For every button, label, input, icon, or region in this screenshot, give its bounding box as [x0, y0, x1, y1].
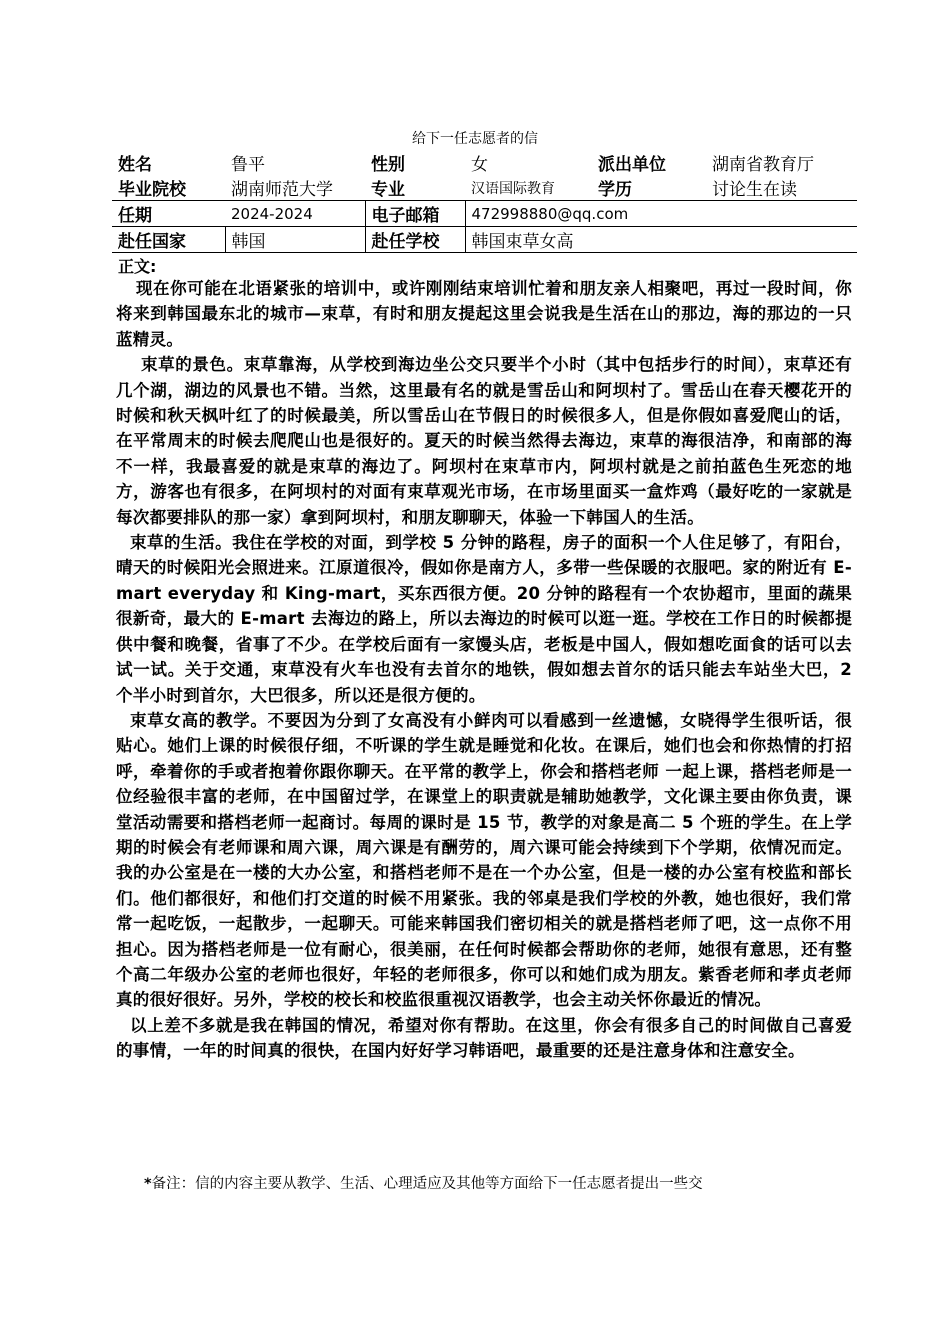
school-value: 湖南师范大学 — [231, 180, 333, 200]
host-school-label: 赴任学校 — [365, 227, 465, 253]
term-label: 任期 — [112, 201, 225, 227]
country-label: 赴任国家 — [112, 227, 225, 253]
dispatch-label: 派出单位 — [598, 155, 666, 175]
term-value: 2024-2024 — [225, 201, 365, 227]
host-school-value: 韩国束草女高 — [465, 227, 857, 253]
major-label: 专业 — [371, 180, 405, 200]
info-row-country — [112, 227, 857, 253]
degree-label: 学历 — [598, 180, 632, 200]
paragraph-scenery: 束草的景色。束草靠海，从学校到海边坐公交只要半个小时（其中包括步行的时间），束草还有几个湖，湖边的风景也不错。当然，这里最有名的就是雪岳山和阿坝村了。雪岳山在春天樱花开的时候和秋天枫叶红了的时候最美，所以雪岳山在节假日的时候很多人，但是你假如喜爱爬山的话，在平常周末的时候去爬爬山也是很好的。夏天的时候当然得去海边，束草的海很洁净，和南部的海不一样，我最喜爱的就是束草的海边了。阿坝村在束草市内，阿坝村就是之前拍蓝色生死恋的地方，游客也有很多，在阿坝村的对面有束草观光市场，在市场里面买一盒炸鸡（最好吃的一家就是每次都要排队的那一家）拿到阿坝村，和朋友聊聊天，体验一下韩国人的生活。 — [116, 355, 852, 527]
country-value: 韩国 — [225, 227, 365, 253]
email-label: 电子邮箱 — [365, 201, 465, 227]
email-value: 472998880@qq.com — [465, 201, 857, 227]
paragraph-intro: 现在你可能在北语紧张的培训中，或许刚刚结束培训忙着和朋友亲人相聚吧，再过一段时间，你将来到韩国最东北的城市—束草，有时和朋友提起这里会说我是生活在山的那边，海的那边的一只蓝精灵。 — [116, 279, 852, 349]
name-value: 鲁平 — [231, 155, 265, 175]
info-row-school — [112, 175, 857, 201]
gender-label: 性别 — [371, 155, 405, 175]
paragraph-life: 束草的生活。我住在学校的对面，到学校 5 分钟的路程，房子的面积一个人住足够了，有阳台，晴天的时候阳光会照进来。江原道很冷，假如你是南方人，多带一些保暖的衣服吧。家的附近有 E-mart everyday 和 King-mart，买东西很方便。20 分钟的路程有一个农协超市，里面的蔬果很新奇，最大的 E-mart 去海边的路上，所以去海边的时候可以逛一逛。学校在工作日的时候都提供中餐和晚餐，省事了不少。在学校后面有一家馒头店，老板是中国人，假如想吃面食的话可以去试一试。关于交通，束草没有火车也没有去首尔的地铁，假如想去首尔的话只能去车站坐大巴，2 个半小时到首尔，大巴很多，所以还是很方便的。 — [116, 533, 852, 705]
info-row-term — [112, 201, 857, 227]
paragraph-closing: 以上差不多就是我在韩国的情况，希望对你有帮助。在这里，你会有很多自己的时间做自己喜爱的事情，一年的时间真的很快，在国内好好学习韩语吧，最重要的还是注意身体和注意安全。 — [116, 1015, 852, 1061]
degree-value: 讨论生在读 — [712, 180, 797, 200]
school-label: 毕业院校 — [118, 180, 186, 200]
gender-value: 女 — [471, 155, 488, 175]
name-label: 姓名 — [118, 155, 152, 175]
major-value: 汉语国际教育 — [471, 180, 555, 197]
volunteer-info-table — [112, 150, 857, 253]
letter-body — [116, 276, 852, 1064]
body-label: 正文: — [118, 257, 157, 276]
info-row-name — [112, 150, 857, 175]
paragraph-teaching: 束草女高的教学。不要因为分到了女高没有小鲜肉可以看感到一丝遗憾，女晓得学生很听话，很贴心。她们上课的时候很仔细，不听课的学生就是睡觉和化妆。在课后，她们也会和你热情的打招呼，牵着你的手或者抱着你跟你聊天。在平常的教学上，你会和搭档老师 一起上课，搭档老师是一位经验很丰富的老师，在中国留过学，在课堂上的职责就是辅助她教学，文化课主要由你负责，课堂活动需要和搭档老师一起商讨。每周的课时是 15 节，教学的对象是高二 5 个班的学生。在上学期的时候会有老师课和周六课，周六课是有酬劳的，周六课可能会持续到下个学期，依情况而定。我的办公室是在一楼的大办公室，和搭档老师不是在一个办公室，但是一楼的办公室有校监和部长们。他们都很好，和他们打交道的时候不用紧张。我的邻桌是我们学校的外教，她也很好，我们常常一起吃饭，一起散步，一起聊天。可能来韩国我们密切相关的就是搭档老师了吧，这一点你不用担心。因为搭档老师是一位有耐心，很美丽，在任何时候都会帮助你的老师，她很有意思，还有整个高二年级办公室的老师也很好，年轻的老师很多，你可以和她们成为朋友。紫香老师和孝贞老师真的很好很好。另外，学校的校长和校监很重视汉语教学，也会主动关怀你最近的情况。 — [116, 710, 852, 1010]
document-title: 给下一任志愿者的信 — [412, 131, 538, 147]
footnote-text: 备注：信的内容主要从教学、生活、心理适应及其他等方面给下一任志愿者提出一些交 — [151, 1176, 703, 1192]
footnote — [144, 1172, 864, 1193]
dispatch-value: 湖南省教育厅 — [712, 155, 814, 175]
footnote-star: * — [144, 1176, 152, 1192]
